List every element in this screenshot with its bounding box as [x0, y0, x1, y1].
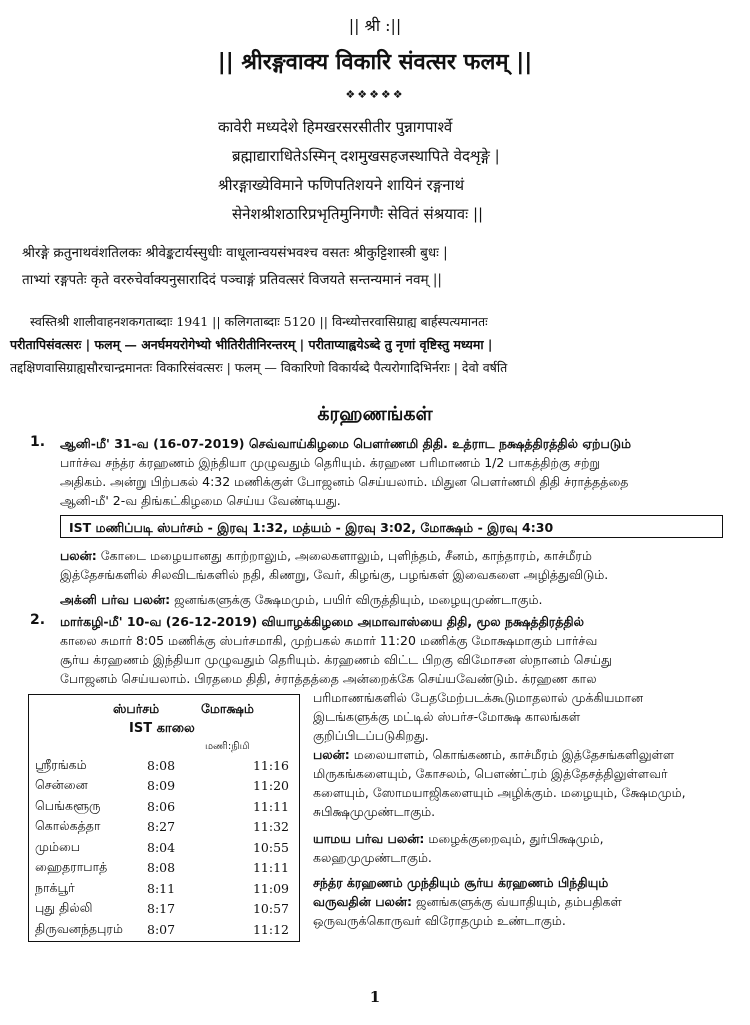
city-cell: மும்பை	[35, 838, 81, 854]
shri-heading: || श्री :||	[348, 16, 402, 35]
sparsam-cell: 8:27	[147, 819, 176, 835]
yamya-label: யாமய பர்வ பலன்:	[313, 831, 425, 846]
moksham-cell: 11:11	[252, 860, 289, 876]
sandra-label: சந்த்ர க்ரஹணம் முந்தியும் சூர்ய க்ரஹணம் பிந்தியும்	[313, 875, 609, 890]
moksham-cell: 11:09	[252, 880, 289, 896]
table-row	[35, 796, 293, 817]
moksham-cell: 11:11	[252, 798, 289, 814]
table-row	[35, 899, 293, 920]
unit-header: மணி:நிமி	[205, 741, 250, 752]
city-cell: திருவனந்தபுரம்	[35, 920, 123, 936]
table-row	[35, 919, 293, 940]
timing-rows	[35, 755, 293, 940]
sparsam-cell: 8:11	[147, 880, 176, 896]
sparsam-cell: 8:08	[147, 757, 176, 773]
sandra-text: ஒருவருக்கொருவர் விரோதமும் உண்டாகும்.	[313, 913, 566, 928]
sandra-text: ஜனங்களுக்கு வ்யாதியும், தம்பதிகள்	[416, 894, 622, 909]
table-row	[35, 837, 293, 858]
palan-text: இத்தேசங்களில் சிலவிடங்களில் நதி, கிணறு, வேர், கிழங்கு, பழங்கள் இவைகளை அழித்துவிடும்.	[60, 567, 609, 582]
solar-eclipse-text	[60, 612, 732, 688]
palan-text: மலையாளம், கொங்கணம், காச்மீரம் இத்தேசங்களிலுள்ள	[353, 747, 675, 762]
page-title: || श्रीरङ्गवाक्य विकारि संवत्सर फलम् ||	[217, 50, 533, 75]
text-line: காலை சுமார் 8:05 மணிக்கு ஸ்பர்சமாகி, முற்பகல் சுமார் 11:20 மணிக்கு மோக்ஷமாகும் பார்ச்வ	[60, 633, 598, 648]
moksham-cell: 11:16	[252, 757, 289, 773]
text-line: போஜனம் செய்யலாம். பிரதமை திதி, ச்ராத்தத்தை அன்றைக்கே செய்யவேண்டும். க்ரஹண கால	[60, 671, 597, 686]
city-cell: ஹைதராபாத்	[35, 859, 108, 875]
moksham-cell: 10:57	[252, 901, 289, 917]
palan-text: கோடை மழையானது காற்றாலும், அலைகளாலும், புளிந்தம், சீனம், காந்தாரம், காச்மீரம்	[100, 548, 592, 563]
moksham-cell: 11:12	[252, 921, 289, 937]
lunar-palan	[60, 546, 732, 609]
info-line: परीतापिसंवत्सरः | फलम् — अनर्घमयरोगेभ्यो भीतिरीतीनिरन्तरम् | परीताप्याह्वयेऽब्दे तु नृणां वृष्टिस्तु मध्यमा |	[10, 337, 493, 352]
text-line: இடங்களுக்கு மட்டில் ஸ்பர்ச-மோக்ஷ காலங்கள்	[313, 709, 581, 724]
verse-line: ताभ्यां रङ्गपतेः कृते वररुचेर्वाक्यनुसारादिदं पञ्चाङ्गं प्रतिवत्सरं विजयते सन्तन्यमानं नवम् ||	[22, 272, 442, 288]
info-line: तद्दक्षिणवासिग्राह्यसौरचान्द्रमानतः विकारिसंवत्सरः | फलम् — विकारिणो विकार्यब्दे पैत्यरोगादिभिर्नराः | देवो वर्षति	[10, 360, 508, 375]
table-row	[35, 755, 293, 776]
city-cell: சென்னை	[35, 777, 88, 793]
city-cell: கொல்கத்தா	[35, 818, 101, 834]
timing-box: IST மணிப்படி ஸ்பர்சம் - இரவு 1:32, மத்யம் - இரவு 3:02, மோக்ஷம் - இரவு 4:30	[60, 515, 723, 538]
dhyana-verse	[0, 113, 750, 229]
info-line: स्वस्तिश्री शालीवाहनशकगताब्दाः 1941 || कलिगताब्दाः 5120 || विन्ध्योत्तरवासिग्राह्य बार्हस्पत्यमानतः	[30, 314, 488, 329]
table-row	[35, 817, 293, 838]
palan-label: பலன்:	[60, 548, 97, 563]
city-cell: பெங்களூரு	[35, 797, 101, 813]
text-line: மார்கழி-மீ' 10-வ (26-12-2019) வியாழக்கிழமை அமாவாஸ்யை திதி, மூல நக்ஷத்திரத்தில்	[60, 614, 585, 629]
text-line: பார்ச்வ சந்த்ர க்ரஹணம் இந்தியா முழுவதும் தெரியும். க்ரஹண பரிமாணம் 1/2 பாகத்திற்கு சற்று	[60, 455, 600, 470]
sparsam-cell: 8:09	[147, 778, 176, 794]
table-row	[35, 776, 293, 797]
palan-label: பலன்:	[313, 747, 350, 762]
lunar-eclipse-text	[60, 434, 732, 510]
yamya-text: கலஹமுமுண்டாகும்.	[313, 850, 432, 865]
text-line: சூர்ய க்ரஹணம் இந்தியா முழுவதும் தெரியும். க்ரஹணம் விட்ட பிறகு விமோசன ஸ்நானம் செய்து	[60, 652, 612, 667]
sparsam-cell: 8:04	[147, 839, 176, 855]
text-line: பரிமாணங்களில் பேதமேற்படக்கூடுமாதலால் முக்கியமான	[313, 690, 644, 705]
eclipse-timing-table	[28, 694, 300, 942]
ist-header: IST காலை	[129, 721, 195, 736]
agni-text: ஜனங்களுக்கு க்ஷேமமும், பயிர் விருத்தியும், மழையுமுண்டாகும்.	[174, 592, 543, 607]
palan-text: சுபிக்ஷமுமுண்டாகும்.	[313, 804, 436, 819]
sparsam-cell: 8:08	[147, 860, 176, 876]
verse-line: श्रीरङ्गे क्रतुनाथवंशतिलकः श्रीवेङ्कटार्यस्सुधीः वाधूलान्वयसंभवश्च वसतः श्रीकुट्टिशास्त्री बुधः |	[22, 245, 448, 261]
page-number: 1	[369, 988, 381, 1006]
sparsam-cell: 8:07	[147, 921, 176, 937]
table-row	[35, 858, 293, 879]
section-title: க்ரஹணங்கள்	[317, 403, 433, 425]
verse-line: कावेरी मध्यदेशे हिमखरसरसीतीर पुन्नागपार्श्वे	[218, 118, 453, 136]
city-cell: புது தில்லி	[35, 900, 93, 916]
moksham-header: மோக்ஷம்	[201, 701, 254, 716]
moksham-cell: 11:20	[252, 778, 289, 794]
text-line: அதிகம். அன்று பிற்பகல் 4:32 மணிக்குள் போஜனம் செய்யலாம். மிதுன பௌர்ணமி திதி ச்ராத்தத்தை	[60, 474, 629, 489]
city-cell: நாக்பூர்	[35, 879, 75, 895]
verse-line: ब्रह्माद्याराधितेऽस्मिन् दशमुखसहजस्थापिते वेदशृङ्गे |	[232, 147, 500, 165]
moksham-cell: 10:55	[252, 839, 289, 855]
table-row	[35, 878, 293, 899]
author-verse	[22, 240, 734, 294]
text-line: ஆனி-மீ' 31-வ (16-07-2019) செவ்வாய்கிழமை பௌர்ணமி திதி. உத்ராட நக்ஷத்திரத்தில் ஏற்படும்	[60, 436, 632, 451]
sandra-label: வருவதின் பலன்:	[313, 894, 413, 909]
verse-line: सेनेशश्रीशठारिप्रभृतिमुनिगणैः सेवितं संश्रयावः ||	[232, 205, 484, 223]
palan-text: களையும், ஸோமயாஜிகளையும் அழிக்கும். மழையும், க்ஷேமமும்,	[313, 785, 686, 800]
moksham-cell: 11:32	[252, 819, 289, 835]
samvatsara-info	[10, 310, 740, 379]
palan-text: மிருகங்களையும், கோசலம், பௌண்ட்ரம் இத்தேசத்திலுள்ளவர்	[313, 766, 668, 781]
ornament: ❖❖❖❖❖	[345, 88, 405, 101]
sparsam-cell: 8:17	[147, 901, 176, 917]
solar-right-column	[313, 688, 733, 930]
verse-line: श्रीरङ्गाख्येविमाने फणिपतिशयने शायिनं रङ्गनाथं	[218, 176, 465, 194]
text-line: குறிப்பிடப்படுகிறது.	[313, 728, 429, 743]
item-number: 1.	[30, 434, 46, 450]
sparsam-cell: 8:06	[147, 798, 176, 814]
sparsam-header: ஸ்பர்சம்	[113, 701, 160, 716]
item-number: 2.	[30, 612, 46, 628]
city-cell: ஸ்ரீரங்கம்	[35, 756, 87, 772]
text-line: ஆனி-மீ' 2-வ திங்கட்கிழமை செய்ய வேண்டியது.	[60, 493, 341, 508]
yamya-text: மழைக்குறைவும், துர்பிக்ஷமும்,	[428, 831, 604, 846]
agni-label: அக்னி பர்வ பலன்:	[60, 592, 171, 607]
